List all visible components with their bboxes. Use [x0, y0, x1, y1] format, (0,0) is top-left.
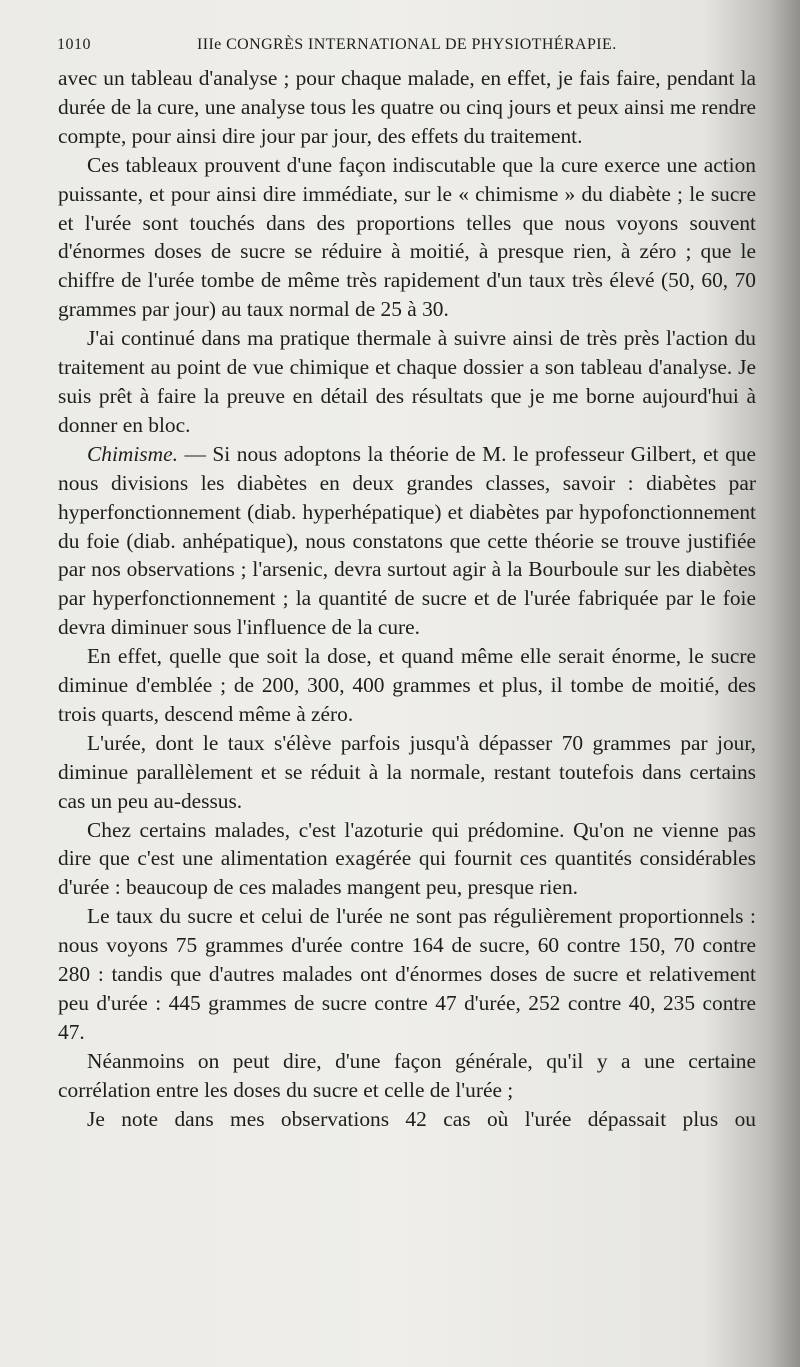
- body-text: [58, 64, 756, 1134]
- paragraph-1: avec un tableau d'analyse ; pour chaque malade, en effet, je fais faire, pendant la durée de la cure, une analyse tous les quatre ou cinq jours et peux ainsi me rendre compte, pour ainsi dire jour par jour, des effets du traitement.: [58, 66, 756, 148]
- running-head: IIIe CONGRÈS INTERNATIONAL DE PHYSIOTHÉRAPIE.: [197, 36, 617, 53]
- paragraph-10: Je note dans mes observations 42 cas où l'urée dépassait plus ou: [87, 1106, 756, 1131]
- paragraph-6: L'urée, dont le taux s'élève parfois jusqu'à dépasser 70 grammes par jour, diminue parallèlement et se réduit à la normale, restant toutefois dans certains cas un peu au-dessus.: [58, 730, 756, 813]
- paragraph-4: [58, 440, 756, 642]
- paragraph-4-text: — Si nous adoptons la théorie de M. le professeur Gilbert, et que nous divisions les diabètes en deux grandes classes, savoir : diabètes par hyperfonctionnement (diab. hyperhépatique) et diabètes par hypofonctionnement du foie (diab. anhépatique), nous constatons que cette théorie se trouve justifiée par nos observations ; l'arsenic, devra surtout agir à la Bourboule sur les diabètes par hyperfonctionnement ; la quantité de sucre et de l'urée fabriquée par le foie devra diminuer sous l'influence de la cure.: [58, 441, 756, 640]
- paragraph-2: Ces tableaux prouvent d'une façon indiscutable que la cure exerce une action puissante, et pour ainsi dire immédiate, sur le « chimisme » du diabète ; le sucre et l'urée sont touchés dans des proportions telles que nous voyons souvent d'énormes doses de sucre se réduire à moitié, à presque rien, à zéro ; que le chiffre de l'urée tombe de même très rapidement d'un taux très élevé (50, 60, 70 grammes par jour) au taux normal de 25 à 30.: [58, 152, 756, 322]
- paragraph-5: En effet, quelle que soit la dose, et quand même elle serait énorme, le sucre diminue d'emblée ; de 200, 300, 400 grammes et plus, il tombe de moitié, des trois quarts, descend même à zéro.: [58, 644, 756, 726]
- paragraph-9: Néanmoins on peut dire, d'une façon générale, qu'il y a une certaine corrélation entre les doses du sucre et celle de l'urée ;: [58, 1048, 756, 1102]
- paragraph-8: Le taux du sucre et celui de l'urée ne sont pas régulièrement proportionnels : nous voyons 75 grammes d'urée contre 164 de sucre, 60 contre 150, 70 contre 280 : tandis que d'autres malades ont d'énormes doses de sucre et relativement peu d'urée : 445 grammes de sucre contre 47 d'urée, 252 contre 40, 235 contre 47.: [58, 904, 756, 1044]
- paragraph-7: Chez certains malades, c'est l'azoturie qui prédomine. Qu'on ne vienne pas dire que c'est une alimentation exagérée qui fournit ces quantités considérables d'urée : beaucoup de ces malades mangent peu, presque rien.: [58, 817, 756, 900]
- paragraph-3: J'ai continué dans ma pratique thermale à suivre ainsi de très près l'action du traitement au point de vue chimique et chaque dossier a son tableau d'analyse. Je suis prêt à faire la preuve en détail des résultats que je me borne aujourd'hui à donner en bloc.: [58, 326, 756, 437]
- page-header: [57, 36, 757, 56]
- section-lead: Chimisme.: [87, 441, 178, 466]
- page-number: 1010: [57, 36, 91, 53]
